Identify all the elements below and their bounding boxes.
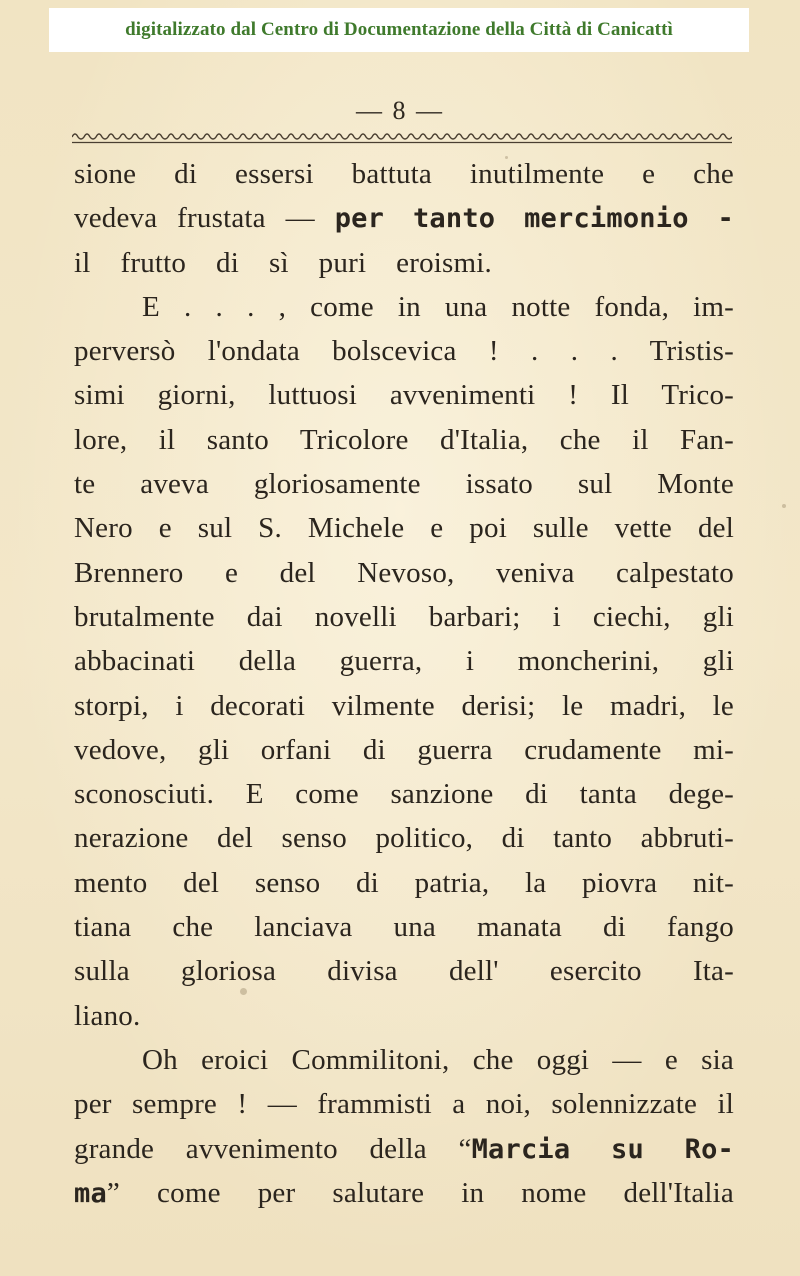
text-line: lore, il santo Tricolore d'Italia, che il Fan- <box>74 423 734 456</box>
digitization-banner <box>49 8 749 52</box>
text-line: sconosciuti. E come sanzione di tanta dege- <box>74 778 734 811</box>
text-line: ma” come per salutare in nome dell'Italia <box>74 1176 734 1209</box>
wavy-rule-ornament <box>72 130 732 144</box>
text-line: E . . . , come in una notte fonda, im- <box>142 290 734 323</box>
text-line: brutalmente dai novelli barbari; i ciechi, gli <box>74 600 734 633</box>
text-line: sulla gloriosa divisa dell' esercito Ita- <box>74 955 734 988</box>
body-text <box>74 152 734 1215</box>
text-line: liano. <box>74 999 141 1032</box>
text-line: tiana che lanciava una manata di fango <box>74 911 734 944</box>
text-line: Nero e sul S. Michele e poi sulle vette del <box>74 512 734 545</box>
text-line: sione di essersi battuta inutilmente e che <box>74 158 734 190</box>
text-line: abbacinati della guerra, i moncherini, gli <box>74 645 734 678</box>
paper-speck <box>240 988 247 995</box>
text-line: vedove, gli orfani di guerra crudamente mi- <box>74 733 734 766</box>
paper-speck <box>505 156 508 159</box>
text-line: vedeva frustata — per tanto mercimonio - <box>74 202 734 235</box>
text-line: perversò l'ondata bolscevica ! . . . Tristis- <box>74 335 734 368</box>
text-line: per sempre ! — frammisti a noi, solennizzate il <box>74 1088 734 1121</box>
text-line: mento del senso di patria, la piovra nit- <box>74 866 734 899</box>
text-line: nerazione del senso politico, di tanto abbruti- <box>74 822 734 855</box>
text-line: simi giorni, luttuosi avvenimenti ! Il Trico- <box>74 379 734 412</box>
text-line: storpi, i decorati vilmente derisi; le madri, le <box>74 689 734 722</box>
text-line: Oh eroici Commilitoni, che oggi — e sia <box>142 1043 734 1076</box>
text-line: il frutto di sì puri eroismi. <box>74 246 492 279</box>
page-number: — 8 — <box>356 96 444 125</box>
text-line: grande avvenimento della “Marcia su Ro- <box>74 1132 734 1165</box>
text-line: Brennero e del Nevoso, veniva calpestato <box>74 556 734 589</box>
paper-speck <box>782 504 786 508</box>
banner-text: digitalizzato dal Centro di Documentazione della Città di Canicattì <box>125 19 673 40</box>
text-line: te aveva gloriosamente issato sul Monte <box>74 468 734 501</box>
